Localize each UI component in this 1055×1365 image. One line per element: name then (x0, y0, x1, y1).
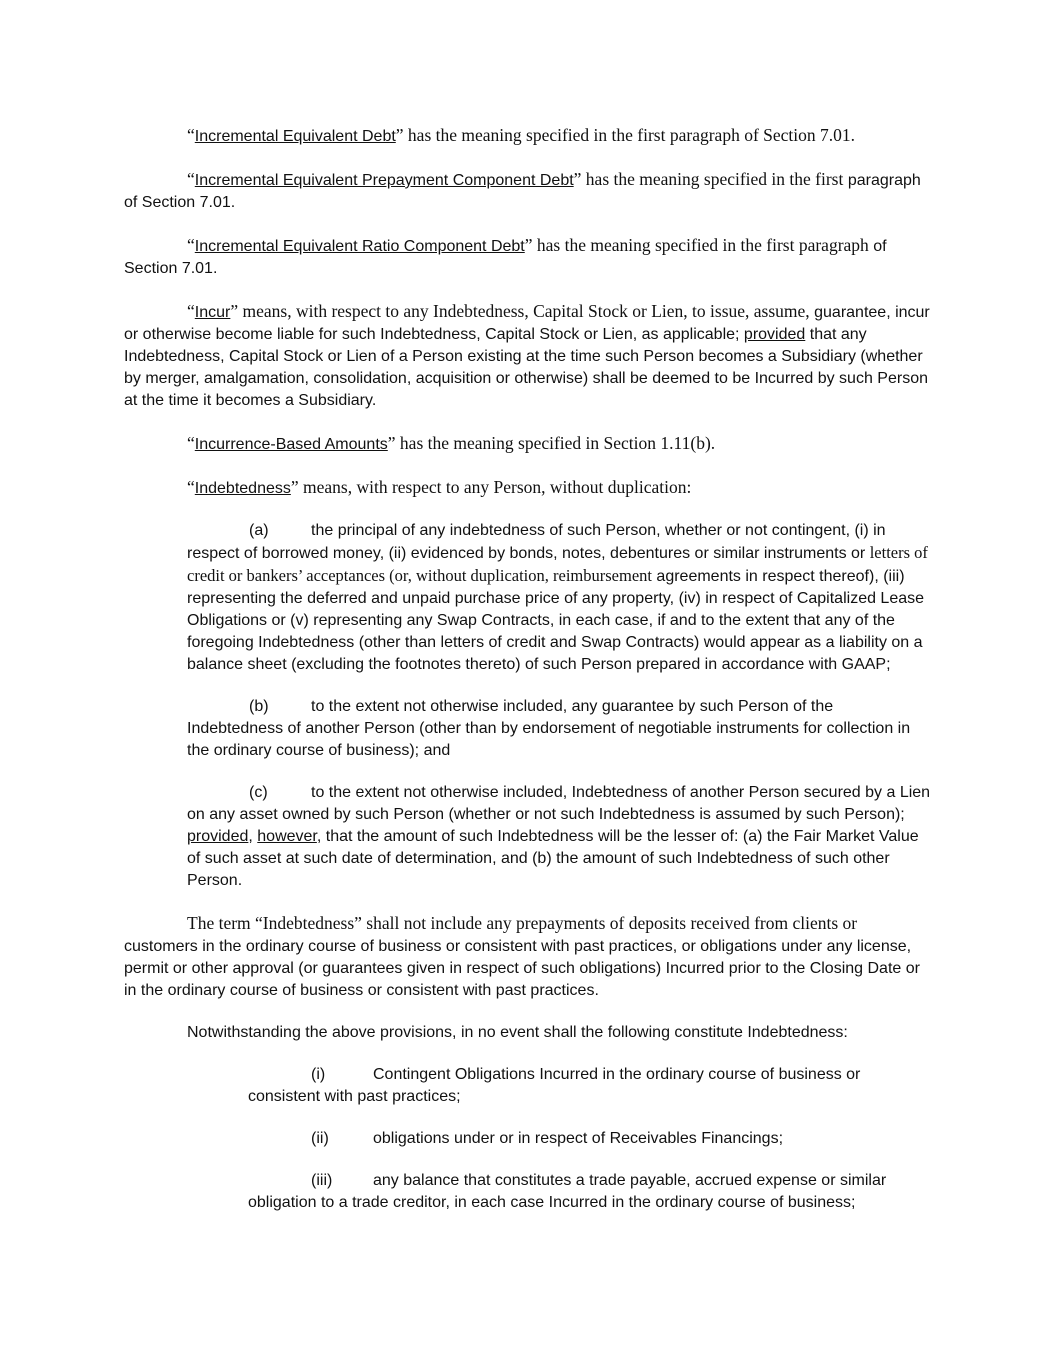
item-label: (ii) (311, 1130, 329, 1147)
paragraph-text-serif: The term “Indebtedness” shall not include any prepayments of deposits received from clients or (187, 913, 858, 933)
clause-label: (b) (249, 698, 269, 715)
definition-text-continued: guarantee, incur or otherwise become liable for such Indebtedness, Capital Stock or Lien, as applicable; (124, 304, 930, 343)
definition-text-continued: of Section 7.01. (124, 238, 887, 277)
definition-incremental-equivalent-debt (124, 124, 932, 148)
open-quote: “ (187, 235, 195, 255)
document-page (124, 124, 932, 1234)
definition-incurrence-based-amounts (124, 432, 932, 456)
clause-a (187, 520, 932, 676)
defined-term: Incurrence-Based Amounts (194, 436, 388, 453)
paragraph-text: customers in the ordinary course of business or consistent with past practices, or obligations under any license, permit or other approval (or guarantees given in respect of such obligations) Incurred prior to the Closing Date or in the ordinary course of business or consistent with past practices. (124, 938, 920, 999)
item-label: (iii) (311, 1172, 333, 1189)
definition-text: ” has the meaning specified in the first paragraph of Section 7.01. (395, 125, 856, 145)
item-label: (i) (311, 1066, 326, 1083)
roman-item-iii (248, 1170, 932, 1214)
clause-label: (a) (249, 522, 269, 539)
definition-text: ” has the meaning specified in the first paragraph (524, 235, 869, 255)
open-quote: “ (187, 301, 195, 321)
item-text: any balance that constitutes a trade payable, accrued expense or similar obligation to a trade creditor, in each case Incurred in the ordinary course of business; (248, 1172, 887, 1211)
open-quote: “ (187, 169, 195, 189)
definition-text-continued: paragraph of Section 7.01. (124, 172, 921, 211)
defined-term: Incremental Equivalent Debt (194, 128, 396, 145)
definition-incremental-equivalent-prepayment-component-debt (124, 168, 932, 214)
exclusion-paragraph (124, 912, 932, 1002)
roman-item-i (248, 1064, 932, 1108)
definition-incur (124, 300, 932, 412)
clause-text: to the extent not otherwise included, any guarantee by such Person of the Indebtedness of another Person (other than by endorsement of negotiable instruments for collection in the ordinary course of business); and (187, 698, 911, 759)
definition-text: ” has the meaning specified in Section 1.11(b). (387, 433, 716, 453)
provided-term: provided (743, 326, 806, 343)
definition-text-proviso: that any Indebtedness, Capital Stock or Lien of a Person existing at the time such Person becomes a Subsidiary (whether by merger, amalgamation, consolidation, acquisition or otherwise) shall be deemed to be Incurred by such Person at the time it becomes a Subsidiary. (124, 326, 928, 409)
clause-label: (c) (249, 784, 268, 801)
clause-text-continued: agreements in respect thereof), (iii) representing the deferred and unpaid purchase price of any property, (iv) in respect of Capitalized Lease Obligations or (v) representing any Swap Contracts, in each case, if and to the extent that any of the foregoing Indebtedness (other than letters of credit and Swap Contracts) would appear as a liability on a balance sheet (excluding the footnotes thereto) of such Person prepared in accordance with GAAP; (187, 568, 925, 673)
clause-c (187, 782, 932, 892)
definition-text: ” means, with respect to any Person, without duplication: (290, 477, 692, 497)
definition-indebtedness (124, 476, 932, 500)
notwithstanding-paragraph: Notwithstanding the above provisions, in no event shall the following constitute Indebtedness: (187, 1024, 848, 1041)
however-term: however (257, 828, 317, 845)
item-text: obligations under or in respect of Receivables Financings; (373, 1130, 784, 1147)
item-text: Contingent Obligations Incurred in the ordinary course of business or consistent with past practices; (248, 1066, 861, 1105)
defined-term: Incremental Equivalent Prepayment Component Debt (194, 172, 574, 189)
open-quote: “ (187, 477, 195, 497)
definition-text: ” means, with respect to any Indebtedness, Capital Stock or Lien, to issue, assume, (230, 301, 810, 321)
clause-text: to the extent not otherwise included, Indebtedness of another Person secured by a Lien on any asset owned by such Person (whether or not such Indebtedness is assumed by such Person); (187, 784, 931, 823)
defined-term: Incremental Equivalent Ratio Component Debt (194, 238, 525, 255)
defined-term: Incur (194, 304, 231, 321)
roman-item-ii (248, 1128, 932, 1150)
clause-text-continued: , that the amount of such Indebtedness will be the lesser of: (a) the Fair Market Value of such asset at such date of determination, and (b) the amount of such Indebtedness of such other Person. (187, 828, 919, 889)
definition-text: ” has the meaning specified in the first (573, 169, 844, 189)
open-quote: “ (187, 433, 195, 453)
open-quote: “ (187, 125, 195, 145)
clause-b (187, 696, 932, 762)
clause-text: the principal of any indebtedness of such Person, whether or not contingent, (i) in respect of borrowed money, (ii) evidenced by bonds, notes, debentures or similar instruments or (187, 522, 886, 562)
clause-text-serif: letters of credit or bankers’ acceptances (or, without duplication, reimbursement (187, 543, 928, 585)
comma: , (248, 828, 258, 845)
definition-incremental-equivalent-ratio-component-debt (124, 234, 932, 280)
defined-term: Indebtedness (194, 480, 291, 497)
provided-term: provided (187, 828, 249, 845)
